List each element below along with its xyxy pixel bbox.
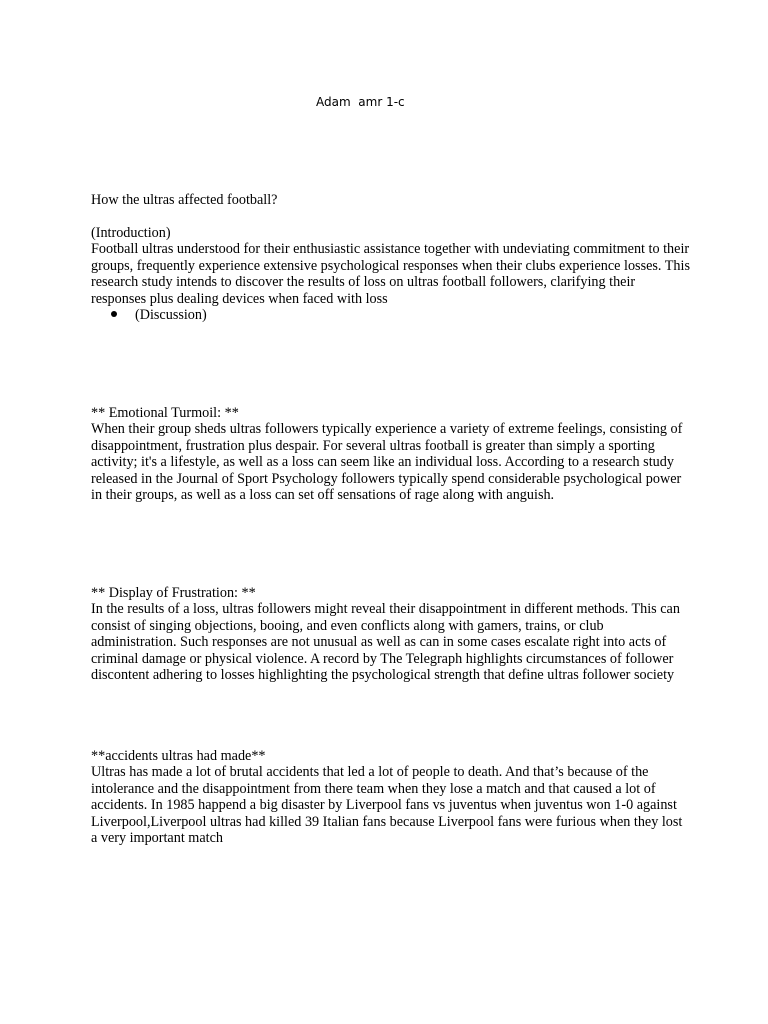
section-emotional-turmoil <box>91 405 691 503</box>
section-body: When their group sheds ultras followers typically experience a variety of extreme feelings, consisting of disappointment, frustration plus despair. For several ultras football is greater than simply a sporting activity; it's a lifestyle, as well as a loss can seem like an individual loss. According to a research study released in the Journal of Sport Psychology followers typically spend considerable psychological power in their groups, as well as a loss can set off sensations of rage along with anguish. <box>91 421 683 504</box>
section-heading: ** Emotional Turmoil: ** <box>91 405 239 421</box>
section-display-of-frustration <box>91 585 691 683</box>
bullet-icon <box>111 311 117 317</box>
question-title <box>91 192 691 208</box>
section-accidents <box>91 748 691 846</box>
question-text: How the ultras affected football? <box>91 192 278 208</box>
section-body: In the results of a loss, ultras followers might reveal their disappointment in different methods. This can consist of singing objections, booing, and even conflicts along with gamers, trains, or club administration. Such responses are not unusual as well as can in some cases escalate right into acts of criminal damage or physical violence. A record by The Telegraph highlights circumstances of follower discontent adhering to losses highlighting the psychological strength that define ultras follower society <box>91 601 680 684</box>
section-heading: ** Display of Frustration: ** <box>91 585 256 601</box>
discussion-bullet-text: (Discussion) <box>135 307 207 323</box>
intro-body: Football ultras understood for their enthusiastic assistance together with undeviating commitment to their groups, frequently experience extensive psychological responses when their clubs experience losses. This research study intends to discover the results of loss on ultras football followers, clarifying their responses plus dealing devices when faced with loss <box>91 241 690 307</box>
discussion-bullet <box>91 307 691 324</box>
section-body: Ultras has made a lot of brutal accidents that led a lot of people to death. And that’s because of the intolerance and the disappointment from there team when they lose a match and that caused a lot of accidents. In 1985 happend a big disaster by Liverpool fans vs juventus when juventus won 1-0 against Liverpool,Liverpool ultras had killed 39 Italian fans because Liverpool fans were furious when they lost a very important match <box>91 764 683 847</box>
section-heading: **accidents ultras had made** <box>91 748 266 764</box>
author-line: Adam amr 1-c <box>316 95 405 109</box>
intro-section <box>91 225 691 307</box>
intro-heading: (Introduction) <box>91 225 171 241</box>
